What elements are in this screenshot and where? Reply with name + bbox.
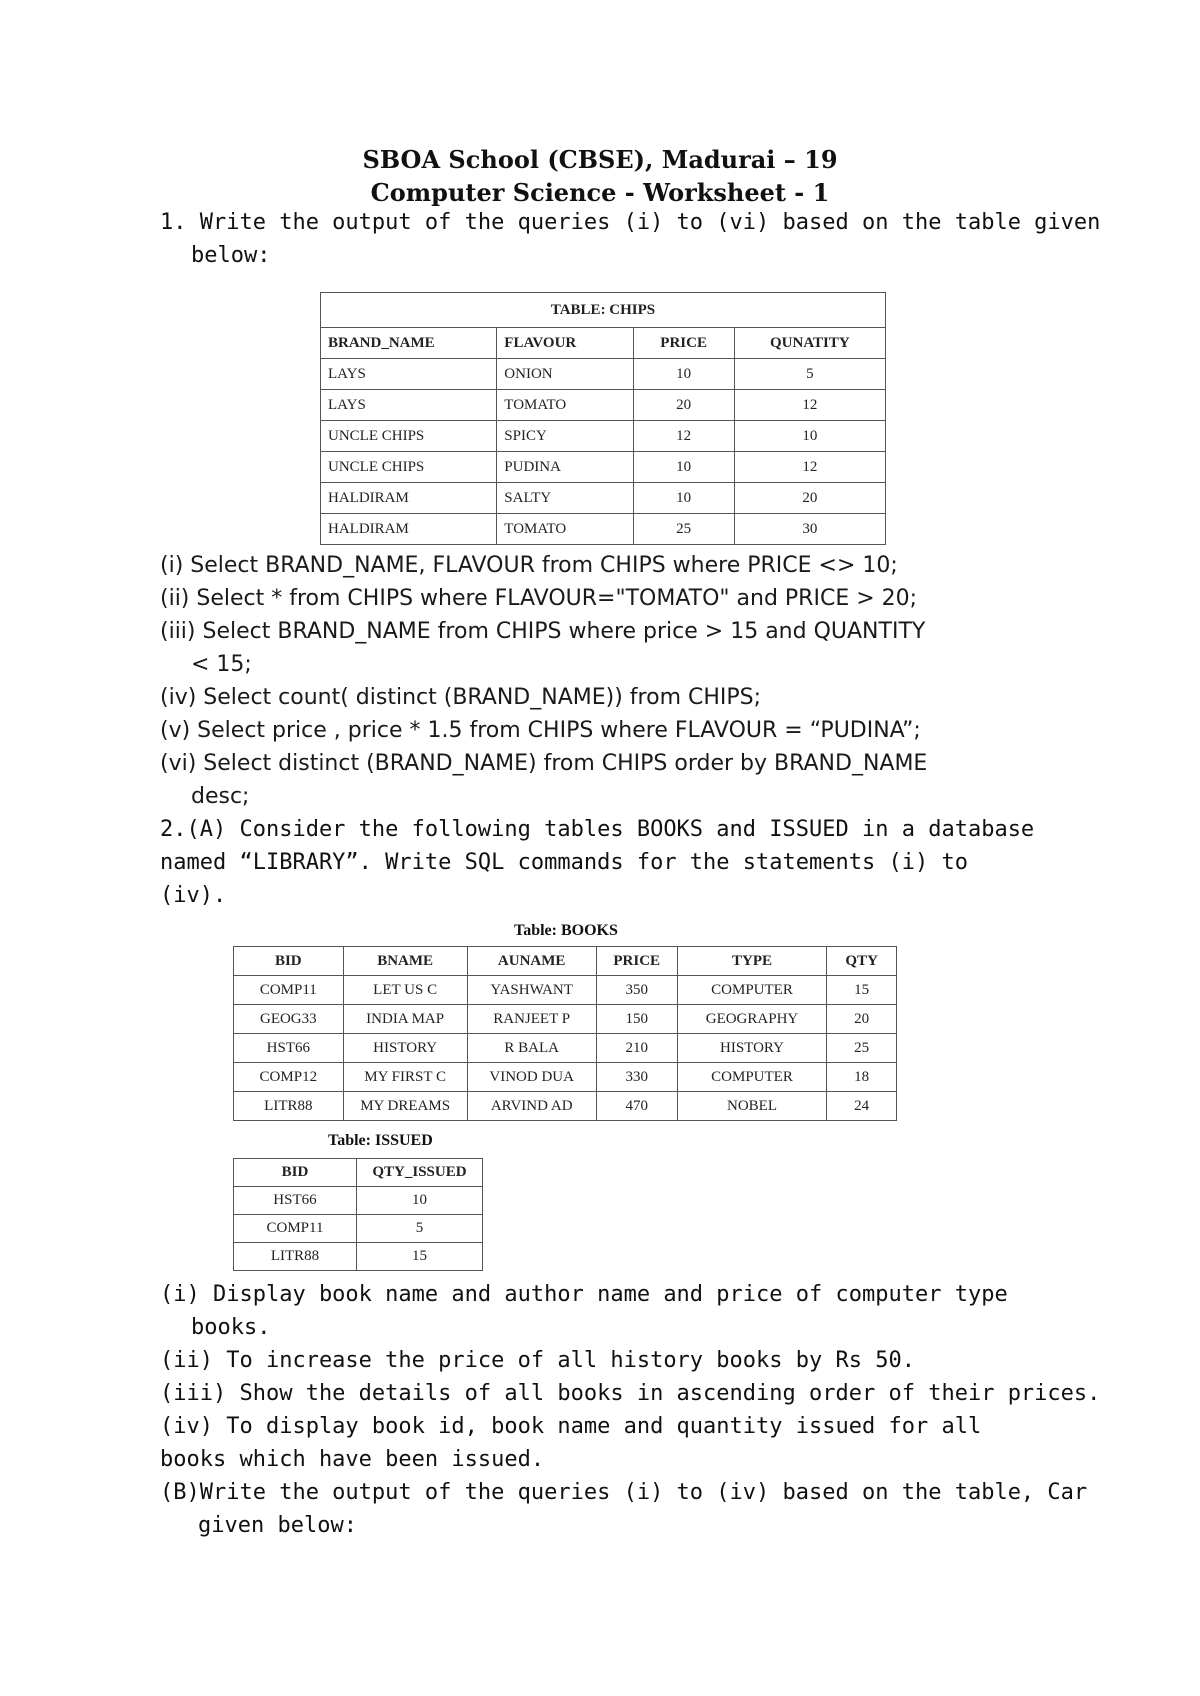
table-row — [234, 1092, 897, 1121]
table-row — [234, 1187, 483, 1215]
part-b-line-2: given below: — [198, 1513, 357, 1538]
table-row — [234, 1243, 483, 1271]
table-cell: 25 — [827, 1034, 897, 1063]
table-cell: 12 — [633, 421, 734, 452]
query-i: (i) Select BRAND_NAME, FLAVOUR from CHIPS where PRICE <> 10; — [160, 553, 898, 578]
table-cell: R BALA — [467, 1034, 596, 1063]
statement-i-cont: books. — [191, 1315, 271, 1340]
table-cell: INDIA MAP — [343, 1005, 467, 1034]
question-1-line-2: below: — [191, 243, 271, 268]
table-cell: HISTORY — [343, 1034, 467, 1063]
table-cell: SALTY — [497, 483, 633, 514]
table-row — [321, 483, 886, 514]
table-cell: COMPUTER — [677, 976, 827, 1005]
table-cell: TOMATO — [497, 514, 633, 545]
table-cell: GEOGRAPHY — [677, 1005, 827, 1034]
issued-table-caption: Table: ISSUED — [328, 1132, 433, 1149]
table-cell: RANJEET P — [467, 1005, 596, 1034]
table-cell: 210 — [596, 1034, 677, 1063]
table-cell: HISTORY — [677, 1034, 827, 1063]
query-iii: (iii) Select BRAND_NAME from CHIPS where price > 15 and QUANTITY — [160, 619, 926, 644]
query-vi-cont: desc; — [191, 784, 250, 809]
table-cell: 10 — [633, 483, 734, 514]
table-cell: YASHWANT — [467, 976, 596, 1005]
table-cell: LAYS — [321, 390, 497, 421]
table-cell: 10 — [633, 359, 734, 390]
table-cell: LITR88 — [234, 1092, 344, 1121]
table-cell: 10 — [633, 452, 734, 483]
table-row — [321, 390, 886, 421]
table-row — [234, 1005, 897, 1034]
query-ii: (ii) Select * from CHIPS where FLAVOUR="TOMATO" and PRICE > 20; — [160, 586, 918, 611]
table-cell: 30 — [734, 514, 885, 545]
statement-iv: (iv) To display book id, book name and quantity issued for all — [160, 1414, 982, 1439]
table-cell: 25 — [633, 514, 734, 545]
table-cell: 15 — [827, 976, 897, 1005]
table-cell: 12 — [734, 452, 885, 483]
table-cell: 330 — [596, 1063, 677, 1092]
table-cell: ONION — [497, 359, 633, 390]
chips-header-quantity: QUNATITY — [734, 328, 885, 359]
table-row — [321, 421, 886, 452]
table-cell: HST66 — [234, 1187, 357, 1215]
chips-table — [320, 292, 886, 545]
query-iv: (iv) Select count( distinct (BRAND_NAME)) from CHIPS; — [160, 685, 762, 710]
table-cell: MY DREAMS — [343, 1092, 467, 1121]
table-cell: LET US C — [343, 976, 467, 1005]
statement-ii: (ii) To increase the price of all history books by Rs 50. — [160, 1348, 915, 1373]
question-1-line-1: 1. Write the output of the queries (i) to (vi) based on the table given — [160, 210, 1101, 235]
books-header-auname: AUNAME — [467, 947, 596, 976]
table-cell: VINOD DUA — [467, 1063, 596, 1092]
table-cell: 10 — [734, 421, 885, 452]
statement-i: (i) Display book name and author name and price of computer type — [160, 1282, 1008, 1307]
table-cell: LAYS — [321, 359, 497, 390]
table-cell: 5 — [356, 1215, 482, 1243]
table-cell: MY FIRST C — [343, 1063, 467, 1092]
table-row — [234, 1034, 897, 1063]
table-cell: ARVIND AD — [467, 1092, 596, 1121]
table-cell: 350 — [596, 976, 677, 1005]
books-header-row — [234, 947, 897, 976]
chips-header-price: PRICE — [633, 328, 734, 359]
table-cell: 15 — [356, 1243, 482, 1271]
books-header-type: TYPE — [677, 947, 827, 976]
table-row — [321, 514, 886, 545]
table-cell: 5 — [734, 359, 885, 390]
query-vi: (vi) Select distinct (BRAND_NAME) from CHIPS order by BRAND_NAME — [160, 751, 928, 776]
table-cell: 24 — [827, 1092, 897, 1121]
table-cell: 12 — [734, 390, 885, 421]
chips-table-caption: TABLE: CHIPS — [320, 292, 886, 327]
issued-header-qty: QTY_ISSUED — [356, 1159, 482, 1187]
table-row — [321, 452, 886, 483]
books-header-bname: BNAME — [343, 947, 467, 976]
table-row — [234, 1215, 483, 1243]
part-b-line-1: (B)Write the output of the queries (i) to (iv) based on the table, Car — [160, 1480, 1088, 1505]
table-cell: 20 — [827, 1005, 897, 1034]
table-cell: HALDIRAM — [321, 483, 497, 514]
question-2-line-2: named “LIBRARY”. Write SQL commands for the statements (i) to — [160, 850, 968, 875]
table-cell: 150 — [596, 1005, 677, 1034]
table-cell: LITR88 — [234, 1243, 357, 1271]
table-cell: GEOG33 — [234, 1005, 344, 1034]
books-header-bid: BID — [234, 947, 344, 976]
books-header-price: PRICE — [596, 947, 677, 976]
issued-table — [233, 1158, 483, 1271]
table-cell: 10 — [356, 1187, 482, 1215]
chips-header-flavour: FLAVOUR — [497, 328, 633, 359]
table-row — [234, 976, 897, 1005]
table-cell: COMP12 — [234, 1063, 344, 1092]
table-cell: COMP11 — [234, 976, 344, 1005]
table-cell: 470 — [596, 1092, 677, 1121]
books-table-caption: Table: BOOKS — [514, 922, 618, 939]
query-iii-cont: < 15; — [191, 652, 252, 677]
table-cell: SPICY — [497, 421, 633, 452]
table-row — [234, 1063, 897, 1092]
table-cell: COMPUTER — [677, 1063, 827, 1092]
question-2-line-3: (iv). — [160, 883, 227, 908]
query-v: (v) Select price , price * 1.5 from CHIPS where FLAVOUR = “PUDINA”; — [160, 718, 921, 743]
table-cell: 20 — [734, 483, 885, 514]
table-cell: NOBEL — [677, 1092, 827, 1121]
table-cell: 18 — [827, 1063, 897, 1092]
books-table — [233, 946, 897, 1121]
issued-header-bid: BID — [234, 1159, 357, 1187]
statement-iii: (iii) Show the details of all books in ascending order of their prices. — [160, 1381, 1101, 1406]
table-cell: TOMATO — [497, 390, 633, 421]
table-cell: PUDINA — [497, 452, 633, 483]
issued-header-row — [234, 1159, 483, 1187]
table-cell: UNCLE CHIPS — [321, 421, 497, 452]
books-header-qty: QTY — [827, 947, 897, 976]
table-cell: UNCLE CHIPS — [321, 452, 497, 483]
statement-iv-cont: books which have been issued. — [160, 1447, 545, 1472]
table-row — [321, 359, 886, 390]
table-cell: HST66 — [234, 1034, 344, 1063]
chips-header-row — [321, 328, 886, 359]
table-cell: COMP11 — [234, 1215, 357, 1243]
question-2-line-1: 2.(A) Consider the following tables BOOKS and ISSUED in a database — [160, 817, 1035, 842]
table-cell: HALDIRAM — [321, 514, 497, 545]
chips-header-brand: BRAND_NAME — [321, 328, 497, 359]
school-title: SBOA School (CBSE), Madurai – 19 — [362, 145, 838, 174]
table-cell: 20 — [633, 390, 734, 421]
worksheet-title: Computer Science - Worksheet - 1 — [370, 178, 830, 207]
